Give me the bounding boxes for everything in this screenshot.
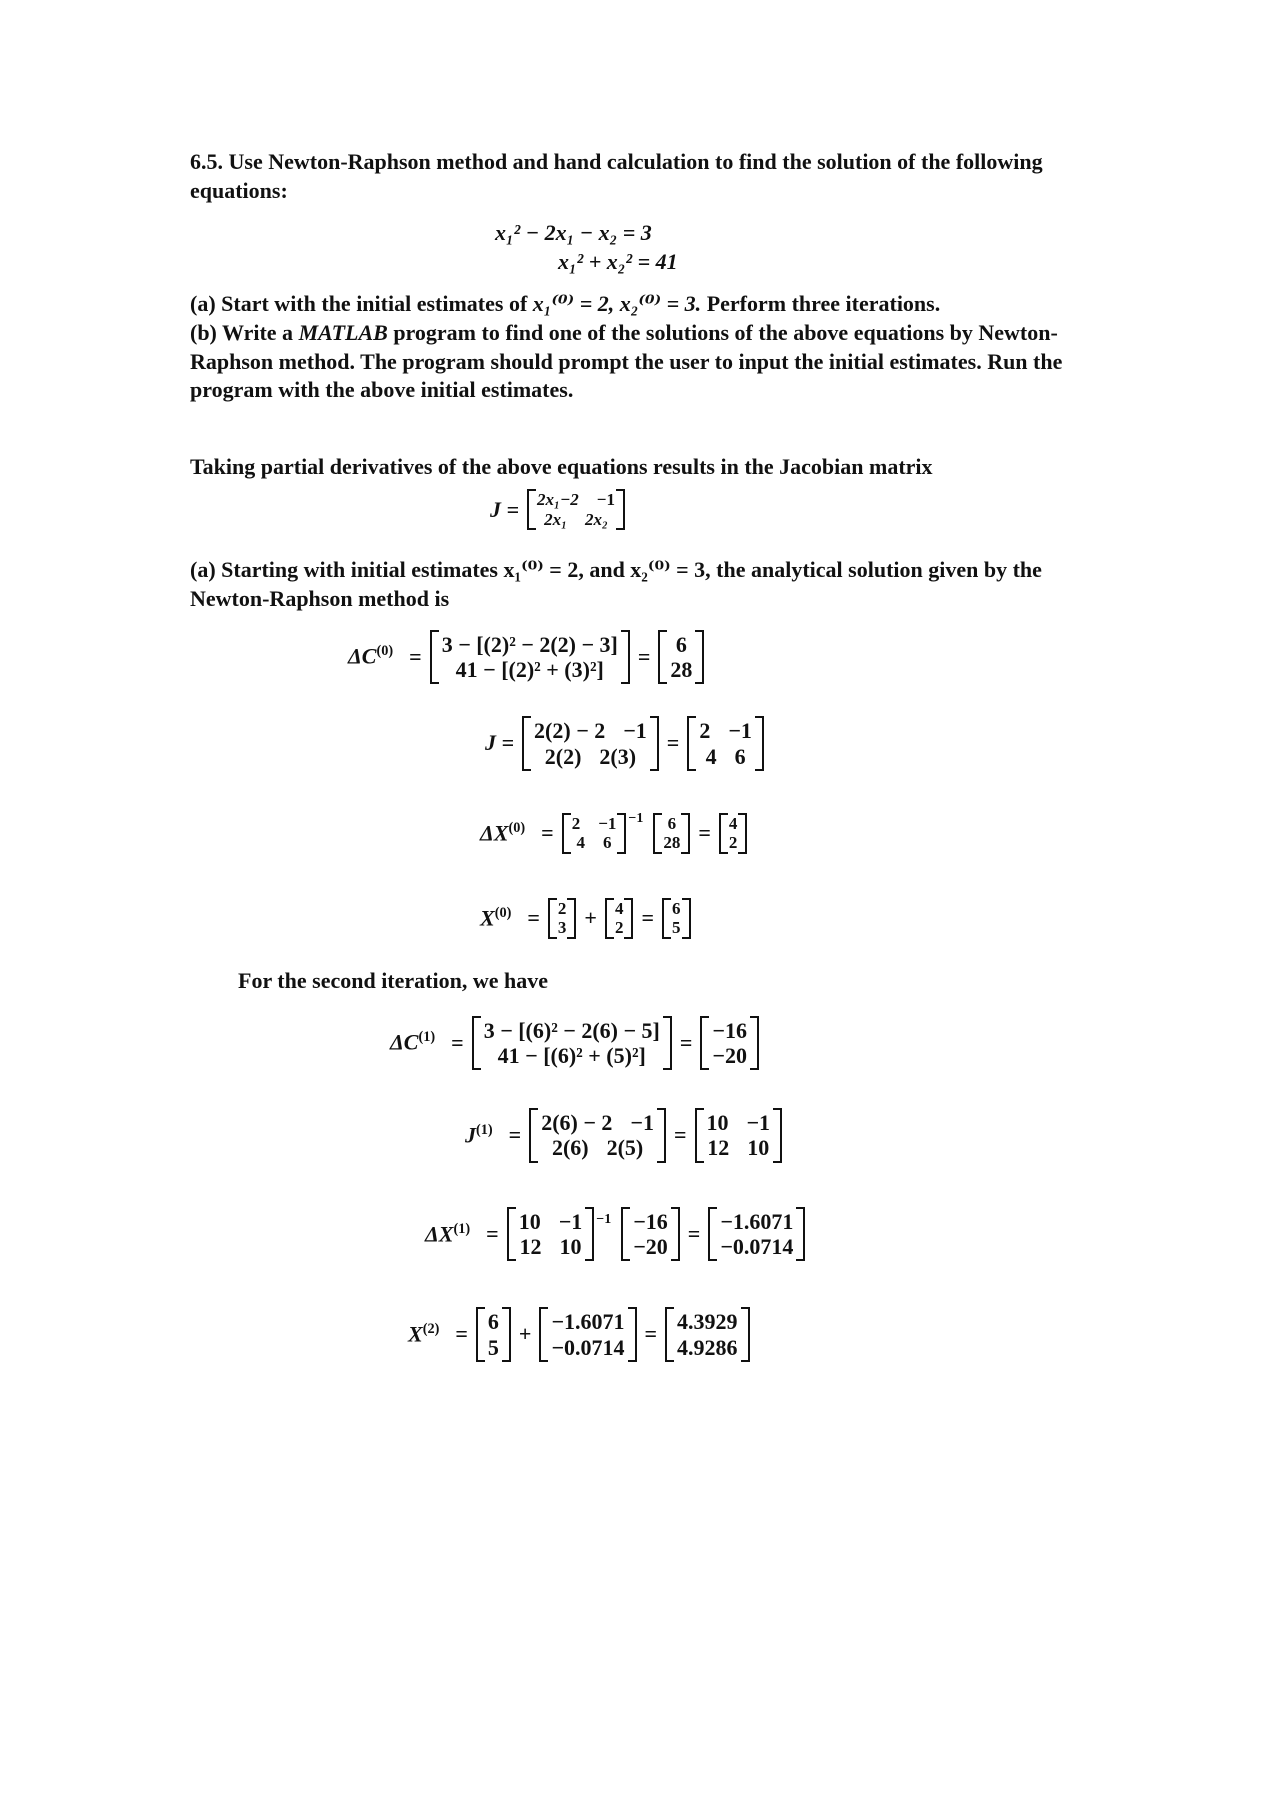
equals-sign: = bbox=[541, 820, 554, 846]
lhs-superscript: (2) bbox=[422, 1321, 440, 1338]
jacobian-1-result bbox=[695, 1108, 783, 1163]
equation-2: x₁² + x₂² = 41 bbox=[558, 248, 678, 274]
matrix-cell: 6 bbox=[487, 1309, 499, 1335]
plus-sign: + bbox=[584, 905, 597, 931]
matrix-cell: 12 bbox=[707, 1135, 730, 1161]
matrix-cell: 6 bbox=[675, 631, 687, 657]
matrix-cell: 4.3929 bbox=[677, 1309, 738, 1335]
x0-increment bbox=[605, 898, 634, 939]
matrix-cell: −0.0714 bbox=[551, 1334, 625, 1360]
equals-sign: = bbox=[455, 1321, 468, 1347]
equals-sign: = bbox=[687, 1220, 701, 1246]
equation-system bbox=[190, 219, 1070, 276]
inverse-superscript: −1 bbox=[596, 1211, 612, 1227]
lhs-symbol: ΔX bbox=[425, 1220, 454, 1246]
equals-sign: = bbox=[673, 1122, 687, 1148]
matrix-cell: 5 bbox=[672, 918, 681, 938]
delta-x1-jacobian bbox=[507, 1207, 595, 1262]
delta-c0-equation bbox=[348, 630, 1070, 685]
equals-sign: = bbox=[527, 905, 540, 931]
x2-result bbox=[665, 1307, 750, 1362]
matrix-cell: 41 − [(6)² + (5)²] bbox=[497, 1042, 646, 1068]
x0-result bbox=[662, 898, 691, 939]
delta-x0-jacobian bbox=[562, 813, 627, 854]
delta-c1-lhs bbox=[390, 1028, 435, 1057]
matrix-cell: 2x₁−2 bbox=[537, 490, 579, 510]
lhs-superscript: (0) bbox=[376, 643, 394, 660]
second-iteration-heading: For the second iteration, we have bbox=[238, 968, 548, 993]
lhs-symbol: X bbox=[408, 1321, 423, 1347]
part-b-prefix: (b) Write a bbox=[190, 319, 294, 345]
delta-c1-equation bbox=[390, 1016, 1070, 1071]
delta-x0-result bbox=[719, 813, 748, 854]
part-b-statement bbox=[190, 319, 1070, 405]
matrix-cell: 4.9286 bbox=[677, 1334, 738, 1360]
delta-c0-lhs bbox=[348, 642, 393, 671]
matrix-cell: 2 bbox=[699, 718, 711, 744]
equals-sign: = bbox=[508, 1122, 522, 1148]
part-b-suffix: program to find one of the solutions of the above equations by Newton-Raphson method. The program should prompt the user to input the initial estimates. Run the program with the above initial estimates. bbox=[190, 319, 1063, 403]
matrix-cell: 12 bbox=[519, 1234, 542, 1260]
jacobian-1-matrix bbox=[529, 1108, 666, 1163]
matrix-cell: −1 bbox=[728, 718, 752, 744]
x2-increment bbox=[539, 1307, 636, 1362]
jacobian-intro: Taking partial derivatives of the above equations results in the Jacobian matrix bbox=[190, 453, 933, 479]
matrix-cell: −1.6071 bbox=[551, 1309, 625, 1335]
matrix-cell: −0.0714 bbox=[720, 1234, 794, 1260]
jacobian-equation bbox=[490, 489, 1070, 530]
delta-x0-vector bbox=[653, 813, 690, 854]
matrix-cell: 2 bbox=[614, 918, 624, 938]
matrix-cell: 41 − [(2)² + (3)²] bbox=[455, 656, 604, 682]
lhs-superscript: (1) bbox=[476, 1122, 493, 1139]
equals-sign: = bbox=[641, 905, 654, 931]
inverse-superscript: −1 bbox=[628, 811, 644, 827]
matrix-cell: −1 bbox=[598, 813, 617, 833]
part-a-prefix: (a) Start with the initial estimates of bbox=[190, 291, 528, 317]
delta-x1-vector bbox=[621, 1207, 680, 1262]
matrix-cell: 2 bbox=[571, 813, 581, 833]
matrix-cell: −1 bbox=[630, 1110, 654, 1136]
matrix-cell: −16 bbox=[633, 1208, 668, 1234]
matrix-cell: 28 bbox=[670, 656, 693, 682]
lhs-symbol: ΔC bbox=[390, 1029, 419, 1055]
matrix-cell: 4 bbox=[705, 743, 717, 769]
equals-sign: = bbox=[451, 1029, 464, 1055]
jacobian-0-result bbox=[687, 716, 764, 771]
document-page bbox=[190, 148, 1070, 1362]
x2-lhs bbox=[408, 1320, 439, 1349]
jacobian-0-lhs: J = bbox=[485, 730, 515, 756]
x0-lhs bbox=[480, 904, 511, 933]
matrix-cell: 6 bbox=[672, 898, 681, 918]
matrix-cell: 6 bbox=[603, 833, 612, 853]
part-a-x1: x₁⁽⁰⁾ = 2, bbox=[532, 291, 615, 317]
lhs-superscript: (1) bbox=[418, 1029, 436, 1046]
matrix-cell: −1 bbox=[558, 1208, 583, 1234]
lhs-symbol: X bbox=[480, 905, 495, 931]
matrix-cell: 2x₂ bbox=[585, 509, 608, 529]
matrix-cell: −1 bbox=[746, 1110, 771, 1136]
delta-x0-lhs bbox=[480, 819, 525, 848]
plus-sign: + bbox=[518, 1321, 532, 1347]
jacobian-0-matrix bbox=[522, 716, 659, 771]
lhs-superscript: (0) bbox=[508, 819, 526, 836]
delta-x1-lhs bbox=[425, 1220, 470, 1249]
matrix-cell: 2(2) − 2 bbox=[534, 718, 606, 744]
delta-c0-result bbox=[658, 630, 704, 685]
matrix-cell: −20 bbox=[633, 1234, 668, 1260]
matrix-cell: 4 bbox=[728, 813, 738, 833]
matrix-cell: 2(5) bbox=[606, 1135, 644, 1161]
matrix-cell: 2(6) − 2 bbox=[541, 1110, 613, 1136]
matrix-cell: 2(6) bbox=[551, 1135, 589, 1161]
matrix-cell: 10 bbox=[706, 1110, 729, 1136]
matrix-cell: 4 bbox=[614, 898, 624, 918]
delta-x1-equation bbox=[425, 1207, 1070, 1262]
matrix-cell: 28 bbox=[663, 833, 681, 853]
x0-previous bbox=[548, 898, 577, 939]
lhs-superscript: (1) bbox=[453, 1220, 471, 1237]
problem-number: 6.5. bbox=[190, 149, 223, 174]
part-a-suffix: Perform three iterations. bbox=[706, 291, 941, 317]
delta-c1-result bbox=[700, 1016, 759, 1071]
lhs-symbol: ΔX bbox=[480, 820, 509, 846]
lhs-symbol: J bbox=[465, 1122, 476, 1148]
problem-text: Use Newton-Raphson method and hand calculation to find the solution of the following equations: bbox=[190, 149, 1043, 203]
matrix-cell: 2(2) bbox=[544, 743, 582, 769]
part-a-statement bbox=[190, 290, 1070, 319]
matrix-cell: 3 bbox=[557, 918, 567, 938]
lhs-symbol: ΔC bbox=[348, 643, 377, 669]
delta-x1-result bbox=[708, 1207, 805, 1262]
jacobian-1-equation bbox=[465, 1108, 1070, 1163]
matrix-cell: 4 bbox=[576, 833, 586, 853]
matrix-cell: −20 bbox=[712, 1042, 747, 1068]
delta-x0-equation bbox=[480, 813, 1070, 854]
delta-c0-matrix bbox=[430, 630, 630, 685]
equals-sign: = bbox=[486, 1220, 499, 1246]
jacobian-1-lhs bbox=[465, 1121, 493, 1150]
matrix-cell: 6 bbox=[734, 743, 746, 769]
matrix-cell: 10 bbox=[559, 1234, 582, 1260]
matrix-cell: 10 bbox=[747, 1135, 770, 1161]
matrix-cell: 2(3) bbox=[599, 743, 637, 769]
problem-statement bbox=[190, 148, 1070, 205]
equals-sign: = bbox=[409, 643, 422, 669]
part-b-matlab: MATLAB bbox=[298, 319, 388, 345]
matrix-cell: −16 bbox=[712, 1017, 747, 1043]
lhs-superscript: (0) bbox=[494, 904, 512, 921]
matrix-cell: −1 bbox=[623, 718, 647, 744]
matrix-cell: 6 bbox=[667, 813, 677, 833]
x0-equation bbox=[480, 898, 1070, 939]
x2-equation bbox=[408, 1307, 1070, 1362]
equals-sign: = bbox=[666, 730, 680, 756]
equals-sign: = bbox=[637, 643, 651, 669]
x2-previous bbox=[476, 1307, 511, 1362]
matrix-cell: 2 bbox=[557, 898, 567, 918]
matrix-cell: 3 − [(6)² − 2(6) − 5] bbox=[483, 1017, 660, 1043]
jacobian-matrix bbox=[527, 489, 625, 530]
part-a-x2: x₂⁽⁰⁾ = 3. bbox=[619, 291, 702, 317]
jacobian-lhs: J = bbox=[490, 496, 520, 522]
equals-sign: = bbox=[679, 1029, 693, 1055]
matrix-cell: 2x₁ bbox=[544, 509, 567, 529]
matrix-cell: 2 bbox=[728, 833, 738, 853]
matrix-cell: 5 bbox=[487, 1334, 499, 1360]
matrix-cell: 10 bbox=[518, 1208, 541, 1234]
delta-c1-matrix bbox=[472, 1016, 672, 1071]
equation-1: x₁² − 2x₁ − x₂ = 3 bbox=[495, 220, 652, 246]
part-a-solution-intro: (a) Starting with initial estimates x₁⁽⁰⁾ = 2, and x₂⁽⁰⁾ = 3, the analytical solution given by the Newton-Raphson method is bbox=[190, 557, 1042, 612]
jacobian-0-equation bbox=[485, 716, 1070, 771]
matrix-cell: −1 bbox=[596, 490, 615, 510]
matrix-cell: 3 − [(2)² − 2(2) − 3] bbox=[441, 631, 618, 657]
equals-sign: = bbox=[698, 820, 711, 846]
equals-sign: = bbox=[644, 1321, 658, 1347]
matrix-cell: −1.6071 bbox=[720, 1208, 794, 1234]
